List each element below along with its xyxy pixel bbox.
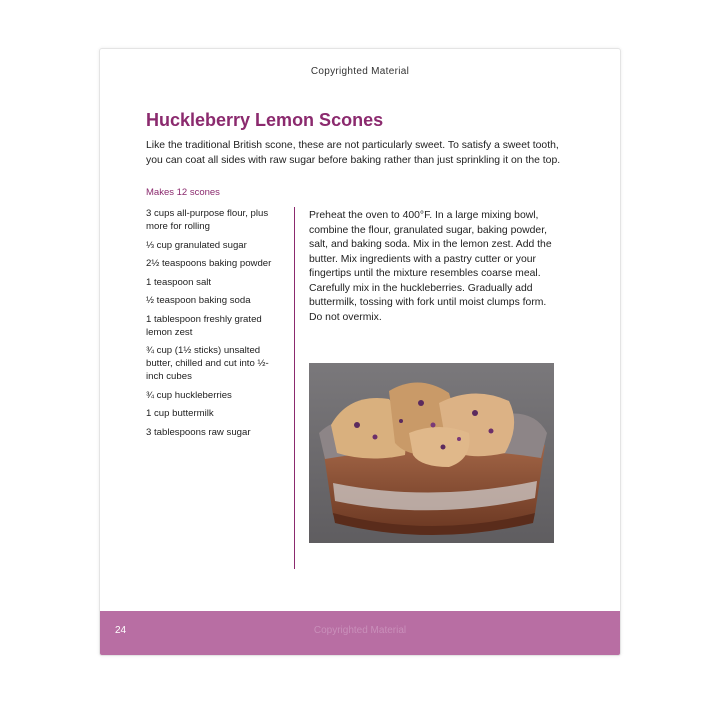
ingredient-item: ¾ cup (1½ sticks) unsalted butter, chilled and cut into ½-inch cubes (146, 345, 269, 382)
ingredient-item: 1 cup buttermilk (146, 408, 214, 419)
ingredient-item: 1 teaspoon salt (146, 276, 212, 288)
scones-photo (309, 363, 554, 543)
ingredient-item: ¾ cup huckleberries (146, 389, 232, 401)
ingredient-item: ⅓ cup granulated sugar (146, 239, 247, 251)
ingredient-item: 3 tablespoons raw sugar (146, 426, 251, 438)
ingredient-item: 2½ teaspoons baking powder (146, 258, 272, 269)
ingredient-item: 3 cups all-purpose flour, plus more for rolling (146, 208, 269, 232)
recipe-yield: Makes 12 scones (146, 187, 220, 198)
recipe-intro: Like the traditional British scone, these are not particularly sweet. To satisfy a sweet tooth, you can coat all sides with raw sugar before baking rather than just sprinkling it on the top. (146, 140, 561, 166)
recipe-title: Huckleberry Lemon Scones (146, 110, 384, 130)
page-number: 24 (115, 625, 127, 636)
ingredient-item: 1 tablespoon freshly grated lemon zest (146, 313, 262, 338)
cookbook-page (99, 48, 621, 656)
footer-watermark: Copyrighted Material (313, 625, 407, 636)
footer-band (100, 611, 620, 655)
column-divider (294, 207, 295, 569)
copyright-notice: Copyrighted Material (310, 66, 410, 77)
ingredient-list (146, 207, 286, 444)
ingredient-item: ½ teaspoon baking soda (146, 295, 251, 306)
recipe-directions: Preheat the oven to 400°F. In a large mixing bowl, combine the flour, granulated sugar, baking powder, salt, and baking soda. Mix in the lemon zest. Add the butter. Mix ingredients with a pastry cutter or your fingertips until the mixture resembles coarse meal. Carefully mix in the huckleberries. Gradually add buttermilk, tossing with fork until moist clumps form. Do not overmix. (309, 210, 552, 323)
scones-in-basket-illustration (309, 363, 554, 543)
